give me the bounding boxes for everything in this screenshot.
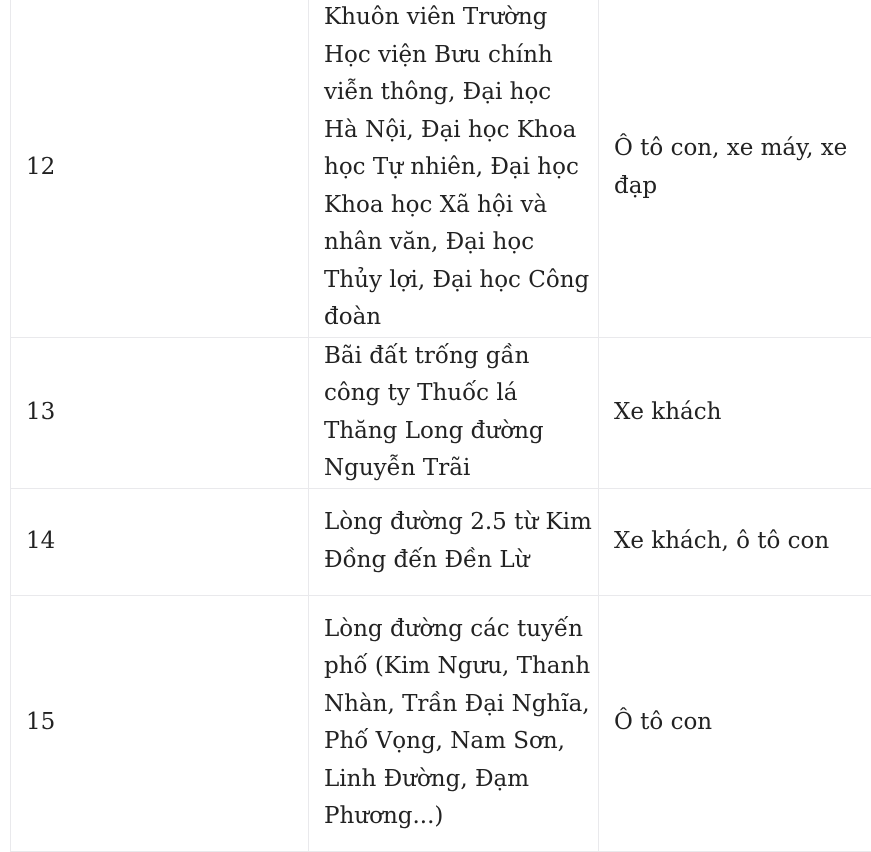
table-row xyxy=(11,595,871,851)
row-number: 13 xyxy=(26,399,55,425)
location-cell xyxy=(309,595,599,851)
row-number: 12 xyxy=(26,154,55,180)
location-cell xyxy=(309,488,599,595)
vehicle-cell xyxy=(599,488,871,595)
vehicle-types-text: Ô tô con xyxy=(614,709,712,735)
table-row xyxy=(11,0,871,337)
row-number-cell xyxy=(11,595,309,851)
row-number-cell xyxy=(11,488,309,595)
location-text: Bãi đất trống gần công ty Thuốc lá Thăng Long đường Nguyễn Trãi xyxy=(324,338,592,488)
vehicle-cell xyxy=(599,595,871,851)
row-number: 15 xyxy=(26,709,55,735)
location-text: Khuôn viên Trường Học viện Bưu chính viễn thông, Đại học Hà Nội, Đại học Khoa học Tự nhiên, Đại học Khoa học Xã hội và nhân văn, Đại học Thủy lợi, Đại học Công đoàn xyxy=(324,0,592,337)
parking-locations-table xyxy=(10,0,871,852)
row-number: 14 xyxy=(26,528,55,554)
location-text: Lòng đường các tuyến phố (Kim Ngưu, Thanh Nhàn, Trần Đại Nghĩa, Phố Vọng, Nam Sơn, Linh Đường, Đạm Phương...) xyxy=(324,611,592,836)
vehicle-types-text: Xe khách xyxy=(614,399,721,425)
table-row xyxy=(11,337,871,488)
vehicle-types-text: Xe khách, ô tô con xyxy=(614,528,829,554)
table-row xyxy=(11,488,871,595)
location-cell xyxy=(309,337,599,488)
vehicle-cell xyxy=(599,0,871,337)
vehicle-types-text: Ô tô con, xe máy, xe đạp xyxy=(614,135,847,199)
location-cell xyxy=(309,0,599,337)
row-number-cell xyxy=(11,337,309,488)
row-number-cell xyxy=(11,0,309,337)
vehicle-cell xyxy=(599,337,871,488)
location-text: Lòng đường 2.5 từ Kim Đồng đến Đền Lừ xyxy=(324,504,592,579)
